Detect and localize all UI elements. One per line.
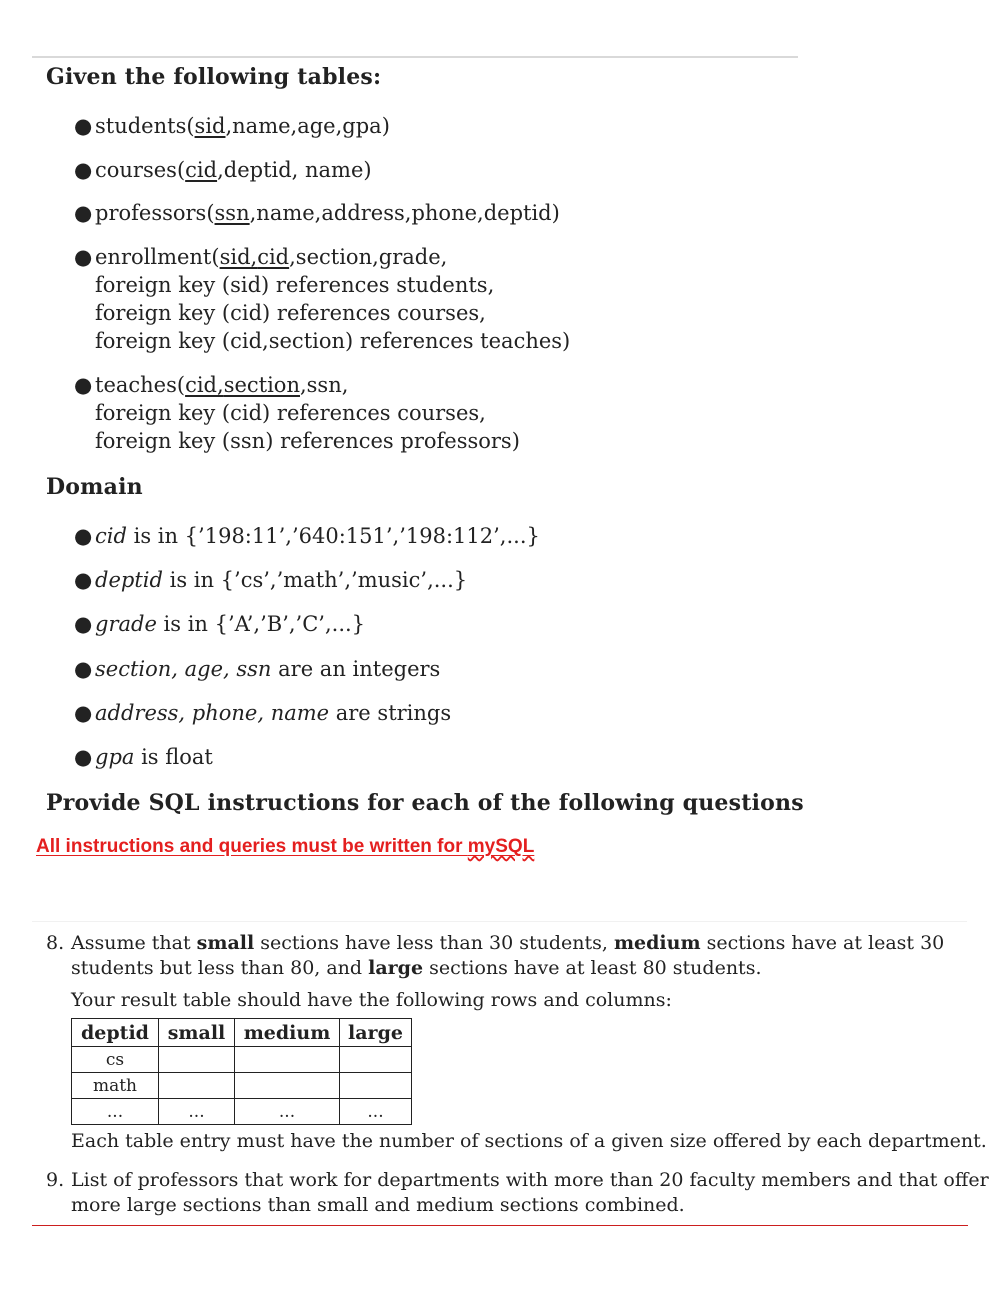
bullet-icon: ●: [74, 612, 93, 636]
tables-heading: Given the following tables:: [46, 64, 382, 90]
table-cell: math: [72, 1073, 159, 1099]
domain-item-strings: ● address, phone, name are strings: [74, 701, 452, 725]
q8-line-1: Assume that small sections have less than 30 students, medium sections have at least 30: [71, 932, 945, 954]
professors-table-item: ● professors(ssn,name,address,phone,deptid): [74, 201, 560, 225]
bullet-icon: ●: [74, 373, 93, 397]
table-cell: ...: [159, 1099, 235, 1125]
domain-item-integers: ● section, age, ssn are an integers: [74, 657, 441, 681]
top-divider: [32, 56, 798, 58]
column-header: small: [159, 1019, 235, 1047]
courses-table-item: ● courses(cid,deptid, name): [74, 158, 372, 182]
table-cell: cs: [72, 1047, 159, 1073]
sql-heading: Provide SQL instructions for each of the following questions: [46, 790, 804, 816]
q8-line-2: students but less than 80, and large sections have at least 80 students.: [71, 957, 762, 979]
table-cell: [235, 1047, 340, 1073]
q9-line-2: more large sections than small and medium sections combined.: [71, 1194, 685, 1216]
table-cell: ...: [340, 1099, 412, 1125]
bullet-icon: ●: [74, 524, 93, 548]
bullet-icon: ●: [74, 657, 93, 681]
table-row: [72, 1099, 412, 1125]
domain-item-grade: ● grade is in {’A’,’B’,’C’,...}: [74, 612, 366, 636]
bullet-icon: ●: [74, 568, 93, 592]
bullet-icon: ●: [74, 201, 93, 225]
teaches-fk-line: foreign key (cid) references courses,: [95, 401, 486, 425]
enrollment-fk-line: foreign key (cid,section) references teaches): [95, 329, 571, 353]
enrollment-fk-line: foreign key (sid) references students,: [95, 273, 495, 297]
domain-item-deptid: ● deptid is in {’cs’,’math’,’music’,...}: [74, 568, 468, 592]
column-header: large: [340, 1019, 412, 1047]
table-cell: ...: [235, 1099, 340, 1125]
domain-item-cid: ● cid is in {’198:11’,’640:151’,’198:112’,...}: [74, 524, 540, 548]
primary-key: sid: [194, 114, 226, 138]
primary-key: section: [223, 373, 300, 397]
table-cell: [159, 1047, 235, 1073]
table-cell: ...: [72, 1099, 159, 1125]
q8-result-intro: Your result table should have the following rows and columns:: [71, 989, 672, 1011]
primary-key: cid: [185, 373, 217, 397]
bullet-icon: ●: [74, 114, 93, 138]
bullet-icon: ●: [74, 245, 93, 269]
enrollment-table-item: ● enrollment(sid,cid,section,grade,: [74, 245, 448, 269]
result-table: [71, 1018, 412, 1125]
teaches-fk-line: foreign key (ssn) references professors): [95, 429, 520, 453]
primary-key: ssn: [214, 201, 250, 225]
bullet-icon: ●: [74, 745, 93, 769]
q8-number: 8.: [46, 932, 65, 954]
students-table-item: ● students(sid,name,age,gpa): [74, 114, 390, 138]
table-cell: [340, 1047, 412, 1073]
domain-heading: Domain: [46, 474, 143, 500]
section-divider: [32, 921, 967, 922]
primary-key: cid: [257, 245, 290, 269]
primary-key: sid: [219, 245, 251, 269]
table-cell: [159, 1073, 235, 1099]
q9-line-1: List of professors that work for departments with more than 20 faculty members and that offer: [71, 1169, 989, 1191]
mysql-note: All instructions and queries must be written for mySQL: [36, 836, 535, 857]
q8-footer: Each table entry must have the number of sections of a given size offered by each department.: [71, 1130, 987, 1152]
table-row: [72, 1073, 412, 1099]
table-row: [72, 1047, 412, 1073]
enrollment-fk-line: foreign key (cid) references courses,: [95, 301, 486, 325]
table-cell: [235, 1073, 340, 1099]
bullet-icon: ●: [74, 701, 93, 725]
column-header: medium: [235, 1019, 340, 1047]
primary-key: cid: [185, 158, 218, 182]
domain-item-gpa: ● gpa is float: [74, 745, 213, 769]
table-cell: [340, 1073, 412, 1099]
q9-number: 9.: [46, 1169, 65, 1191]
teaches-table-item: ● teaches(cid,section,ssn,: [74, 373, 349, 397]
column-header: deptid: [72, 1019, 159, 1047]
bullet-icon: ●: [74, 158, 93, 182]
bottom-divider: [32, 1225, 968, 1226]
table-header-row: [72, 1019, 412, 1047]
